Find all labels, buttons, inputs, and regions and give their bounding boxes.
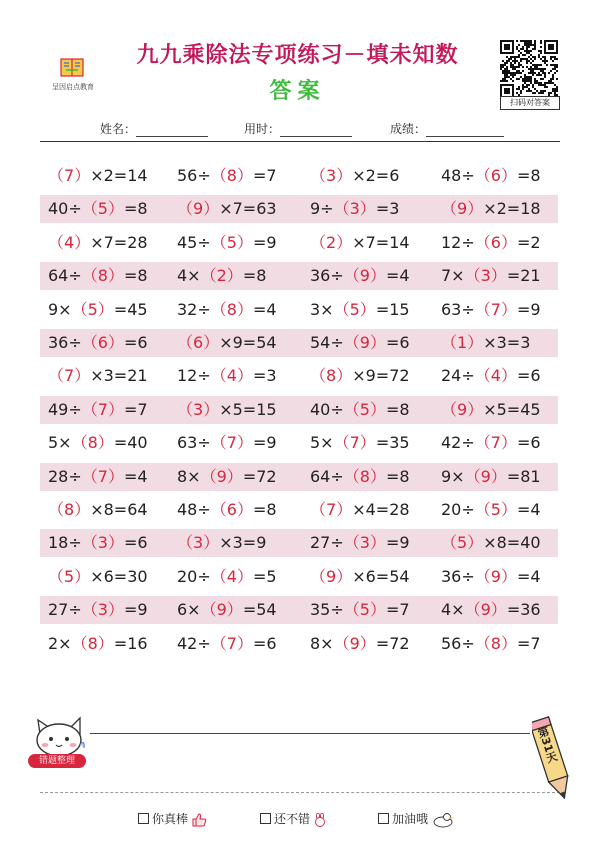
equation-part: 32÷（	[177, 299, 227, 319]
name-field[interactable]	[100, 120, 208, 137]
answer-value: 9	[457, 399, 468, 419]
score-label: 成绩：	[390, 122, 427, 136]
answer-value: 4	[226, 566, 237, 586]
equation-part: ）=81	[490, 466, 541, 486]
qr-code-icon[interactable]	[500, 40, 558, 98]
equation-part: （	[177, 333, 194, 352]
problem-row	[40, 429, 558, 457]
answer-value: 6	[490, 232, 501, 252]
problem-cell	[310, 229, 410, 257]
equation-part: 45÷（	[177, 232, 227, 252]
equation-part: 42÷（	[441, 433, 491, 453]
problem-cell	[177, 496, 277, 524]
problem-cell	[177, 362, 277, 390]
equation-part: 28÷（	[48, 466, 98, 486]
page-subtitle: 答案	[269, 79, 326, 104]
equation-part: ）=9	[369, 533, 410, 553]
problem-cell	[441, 563, 541, 591]
answer-value: 3	[193, 533, 204, 553]
equation-part: ）×3=3	[467, 333, 531, 352]
answer-value: 8	[64, 500, 75, 519]
answer-value: 9	[216, 466, 227, 486]
day-label: 第31天	[535, 725, 560, 765]
equation-part: ）=21	[490, 266, 541, 286]
equation-part: 4×（	[441, 600, 481, 620]
notes-line	[90, 733, 530, 734]
answer-value: 5	[87, 299, 98, 319]
equation-part: ）=8	[226, 266, 267, 286]
answer-value: 7	[326, 500, 337, 519]
problem-row	[40, 296, 558, 324]
problem-cell	[310, 563, 410, 591]
equation-part: ）=8	[369, 399, 410, 419]
problem-cell	[310, 329, 410, 357]
equation-part: ）=7	[500, 633, 541, 653]
equation-part: （	[177, 199, 194, 219]
answer-value: 8	[97, 266, 108, 286]
problem-cell	[310, 262, 410, 290]
equation-part: ）=9	[107, 600, 148, 620]
rating-great-label: 你真棒	[152, 812, 189, 826]
equation-part: 24÷（	[441, 366, 491, 386]
problem-cell	[441, 329, 530, 357]
problem-cell	[310, 496, 410, 524]
problem-cell	[48, 429, 148, 457]
problem-cell	[48, 396, 148, 424]
equation-part: ）=8	[369, 466, 410, 486]
answer-value: 8	[87, 633, 98, 653]
header-divider	[40, 141, 560, 142]
equation-part: 56÷（	[177, 166, 227, 185]
equation-part: ）=4	[500, 500, 541, 519]
equation-part: ）=8	[500, 166, 541, 185]
equation-part: ）=4	[369, 266, 410, 286]
equation-part: 18÷（	[48, 533, 98, 553]
answer-value: 5	[64, 566, 75, 586]
equation-part: （	[48, 366, 65, 386]
thumbs-up-icon	[191, 813, 207, 827]
time-label: 用时：	[244, 122, 281, 136]
equation-part: （	[441, 533, 458, 553]
answer-value: 2	[216, 266, 227, 286]
equation-part: （	[48, 166, 65, 185]
problem-cell	[441, 229, 541, 257]
equation-part: 64÷（	[48, 266, 98, 286]
answer-value: 3	[349, 199, 360, 219]
equation-part: 35÷（	[310, 600, 360, 620]
time-field[interactable]	[244, 120, 352, 137]
qr-caption: 扫码对答案	[500, 96, 560, 110]
answer-value: 7	[97, 466, 108, 486]
equation-part: ）=35	[359, 433, 410, 453]
problem-cell	[48, 596, 148, 624]
equation-part: ）=7	[107, 399, 148, 419]
equation-part: ）=4	[107, 466, 148, 486]
equation-part: ）=3	[236, 366, 277, 386]
answer-value: 9	[216, 600, 227, 620]
problem-row	[40, 162, 558, 190]
equation-part: （	[310, 166, 327, 185]
equation-part: ）=16	[97, 633, 148, 653]
problem-cell	[48, 195, 148, 223]
problem-cell	[48, 162, 148, 190]
equation-part: （	[177, 399, 194, 419]
equation-part: （	[441, 333, 458, 352]
equation-part: 5×（	[48, 433, 88, 453]
brand-name: 呈因启点教育	[52, 83, 94, 91]
answer-value: 7	[349, 433, 360, 453]
problem-cell	[48, 296, 148, 324]
equation-part: ）×5=15	[203, 399, 277, 419]
equation-part: ）=45	[97, 299, 148, 319]
answer-value: 6	[490, 166, 501, 185]
equation-part: ）×6=30	[74, 566, 148, 586]
equation-part: ）=9	[236, 433, 277, 453]
problem-row	[40, 362, 558, 390]
equation-part: ）=72	[226, 466, 277, 486]
equation-part: 48÷（	[177, 500, 227, 519]
equation-part: ）=7	[369, 600, 410, 620]
equation-part: 49÷（	[48, 399, 98, 419]
answer-value: 8	[87, 433, 98, 453]
equation-part: ）×8=64	[74, 500, 148, 519]
answer-value: 5	[359, 600, 370, 620]
answer-value: 8	[226, 166, 237, 185]
equation-part: ）=5	[236, 566, 277, 586]
problem-cell	[48, 329, 148, 357]
equation-part: （	[48, 232, 65, 252]
answer-value: 8	[326, 366, 337, 386]
answer-value: 4	[490, 366, 501, 386]
equation-part: 56÷（	[441, 633, 491, 653]
problem-cell	[177, 396, 277, 424]
answer-value: 3	[359, 533, 370, 553]
problem-cell	[441, 463, 541, 491]
problem-row	[40, 396, 558, 424]
problem-cell	[48, 262, 148, 290]
answer-value: 9	[480, 466, 491, 486]
equation-part: ）×8=40	[467, 533, 541, 553]
equation-part: ）×9=54	[203, 333, 277, 352]
problem-row	[40, 563, 558, 591]
problem-cell	[48, 496, 148, 524]
problem-cell	[310, 529, 410, 557]
equation-part: 36÷（	[310, 266, 360, 286]
checkbox[interactable]	[378, 813, 389, 824]
answer-value: 9	[457, 199, 468, 219]
problem-cell	[441, 630, 541, 658]
equation-part: ）=4	[500, 566, 541, 586]
problem-cell	[441, 262, 541, 290]
problem-row	[40, 496, 558, 524]
problem-cell	[310, 630, 410, 658]
problem-cell	[48, 529, 148, 557]
equation-part: ）=8	[236, 500, 277, 519]
answer-value: 7	[64, 366, 75, 386]
equation-part: 40÷（	[310, 399, 360, 419]
problem-cell	[441, 596, 541, 624]
answer-value: 9	[349, 633, 360, 653]
equation-part: 64÷（	[310, 466, 360, 486]
equation-part: （	[177, 533, 194, 553]
equation-part: ）=36	[490, 600, 541, 620]
equation-part: ）=9	[236, 232, 277, 252]
equation-part: ）×4=28	[336, 500, 410, 519]
problem-cell	[310, 296, 410, 324]
problem-cell	[177, 596, 277, 624]
equation-part: ）×6=54	[336, 566, 410, 586]
answer-value: 7	[226, 433, 237, 453]
equation-part: ）=3	[359, 199, 400, 219]
problem-cell	[441, 195, 541, 223]
footer-divider	[40, 792, 560, 793]
answer-value: 3	[326, 166, 337, 185]
problem-cell	[48, 630, 148, 658]
problem-cell	[441, 429, 541, 457]
problem-cell	[177, 195, 277, 223]
score-blank[interactable]	[426, 124, 504, 137]
checkbox[interactable]	[260, 813, 271, 824]
rating-keep-going[interactable]	[378, 811, 455, 827]
equation-part: （	[310, 500, 327, 519]
problem-row	[40, 329, 558, 357]
answer-value: 5	[97, 199, 108, 219]
problem-cell	[177, 229, 277, 257]
problem-cell	[177, 329, 277, 357]
answer-value: 2	[326, 232, 337, 252]
problem-cell	[177, 630, 277, 658]
equation-part: ）×2=18	[467, 199, 541, 219]
problem-cell	[441, 362, 541, 390]
equation-part: ）×9=72	[336, 366, 410, 386]
answer-value: 5	[457, 533, 468, 553]
answer-value: 3	[97, 600, 108, 620]
duck-icon	[431, 812, 455, 828]
equation-part: ）=15	[359, 299, 410, 319]
equation-part: 54÷（	[310, 333, 360, 352]
answer-value: 1	[457, 333, 468, 352]
answer-value: 6	[97, 333, 108, 352]
problem-cell	[177, 529, 266, 557]
checkbox[interactable]	[138, 813, 149, 824]
answer-value: 7	[226, 633, 237, 653]
answer-value: 5	[226, 232, 237, 252]
problem-cell	[310, 362, 410, 390]
answer-value: 6	[226, 500, 237, 519]
equation-part: ）=7	[236, 166, 277, 185]
problem-cell	[177, 296, 277, 324]
answer-value: 5	[490, 500, 501, 519]
rating-good[interactable]	[260, 811, 327, 827]
equation-part: ）=6	[236, 633, 277, 653]
answer-value: 7	[64, 166, 75, 185]
answer-value: 3	[193, 399, 204, 419]
equation-part: （	[310, 566, 327, 586]
time-blank[interactable]	[280, 124, 352, 137]
problem-cell	[441, 296, 541, 324]
rating-great[interactable]	[138, 811, 207, 827]
bunny-icon	[313, 813, 327, 827]
problem-row	[40, 195, 558, 223]
equation-part: ）×3=21	[74, 366, 148, 386]
equation-part: （	[48, 500, 65, 519]
pencil-day-icon	[532, 714, 572, 806]
answer-value: 9	[480, 600, 491, 620]
equation-part: 63÷（	[177, 433, 227, 453]
equation-part: ）×7=14	[336, 232, 410, 252]
problem-cell	[310, 195, 399, 223]
equation-part: 3×（	[310, 299, 350, 319]
equation-part: 36÷（	[48, 333, 98, 352]
answer-value: 9	[193, 199, 204, 219]
answer-value: 8	[490, 633, 501, 653]
problem-cell	[177, 429, 277, 457]
equation-part: ）=6	[500, 433, 541, 453]
equation-part: （	[310, 366, 327, 386]
equation-part: 9×（	[48, 299, 88, 319]
problem-cell	[441, 529, 541, 557]
problem-cell	[310, 429, 410, 457]
equation-part: ）=6	[107, 333, 148, 352]
equation-part: 27÷（	[310, 533, 360, 553]
equation-part: （	[441, 399, 458, 419]
problem-cell	[441, 162, 541, 190]
problem-cell	[177, 162, 277, 190]
problem-cell	[48, 229, 148, 257]
equation-part: （	[441, 199, 458, 219]
equation-part: 7×（	[441, 266, 481, 286]
page-title: 九九乘除法专项练习－填未知数	[136, 43, 459, 68]
problem-row	[40, 630, 558, 658]
name-label: 姓名：	[100, 122, 137, 136]
problem-cell	[177, 262, 266, 290]
equation-part: 6×（	[177, 600, 217, 620]
answer-value: 4	[226, 366, 237, 386]
equation-part: 40÷（	[48, 199, 98, 219]
problem-cell	[48, 463, 148, 491]
equation-part: ）=4	[236, 299, 277, 319]
answer-value: 6	[193, 333, 204, 352]
problem-cell	[177, 463, 277, 491]
equation-part: 8×（	[177, 466, 217, 486]
equation-part: 4×（	[177, 266, 217, 286]
answer-value: 9	[359, 266, 370, 286]
equation-part: ）=54	[226, 600, 277, 620]
problem-cell	[441, 396, 541, 424]
equation-part: ）=6	[107, 533, 148, 553]
equation-part: 27÷（	[48, 600, 98, 620]
equation-part: 42÷（	[177, 633, 227, 653]
answer-value: 3	[480, 266, 491, 286]
answer-value: 3	[97, 533, 108, 553]
answer-value: 9	[490, 566, 501, 586]
answer-value: 9	[359, 333, 370, 352]
equation-part: ）=9	[500, 299, 541, 319]
answer-value: 9	[326, 566, 337, 586]
answer-value: 8	[359, 466, 370, 486]
problem-cell	[177, 563, 277, 591]
equation-part: 63÷（	[441, 299, 491, 319]
answer-value: 7	[490, 433, 501, 453]
problem-row	[40, 529, 558, 557]
rating-good-label: 还不错	[274, 812, 311, 826]
problem-cell	[310, 396, 410, 424]
answer-value: 7	[490, 299, 501, 319]
equation-part: 2×（	[48, 633, 88, 653]
answer-value: 4	[64, 232, 75, 252]
equation-part: ）×7=28	[74, 232, 148, 252]
equation-part: 36÷（	[441, 566, 491, 586]
equation-part: ）=2	[500, 232, 541, 252]
answer-value: 5	[349, 299, 360, 319]
problem-cell	[310, 463, 410, 491]
problem-cell	[441, 496, 541, 524]
equation-part: ）=40	[97, 433, 148, 453]
problem-row	[40, 596, 558, 624]
mistakes-label: 错题整理	[28, 754, 86, 768]
equation-part: ）×7=63	[203, 199, 277, 219]
problem-cell	[310, 596, 410, 624]
equation-part: ）×3=9	[203, 533, 267, 553]
equation-part: ）=8	[107, 199, 148, 219]
problem-cell	[48, 563, 148, 591]
equation-part: ）×2=6	[336, 166, 400, 185]
equation-part: ）=8	[107, 266, 148, 286]
equation-part: 48÷（	[441, 166, 491, 185]
equation-part: 8×（	[310, 633, 350, 653]
equation-part: 9×（	[441, 466, 481, 486]
equation-part: 5×（	[310, 433, 350, 453]
equation-part: 12÷（	[441, 232, 491, 252]
problem-cell	[310, 162, 399, 190]
equation-part: 20÷（	[177, 566, 227, 586]
equation-part: 12÷（	[177, 366, 227, 386]
problem-row	[40, 229, 558, 257]
equation-part: ）×5=45	[467, 399, 541, 419]
rating-keep-going-label: 加油哦	[392, 812, 429, 826]
answer-value: 8	[226, 299, 237, 319]
answer-value: 5	[359, 399, 370, 419]
problem-row	[40, 463, 558, 491]
equation-part: 9÷（	[310, 199, 350, 219]
score-field[interactable]	[390, 120, 504, 137]
problem-cell	[48, 362, 148, 390]
equation-part: 20÷（	[441, 500, 491, 519]
equation-part: ）=72	[359, 633, 410, 653]
equation-part: （	[310, 232, 327, 252]
answer-value: 7	[97, 399, 108, 419]
equation-part: ）=6	[500, 366, 541, 386]
name-blank[interactable]	[136, 124, 208, 137]
equation-part: ）=6	[369, 333, 410, 352]
equation-part: （	[48, 566, 65, 586]
problem-row	[40, 262, 558, 290]
equation-part: ）×2=14	[74, 166, 148, 185]
